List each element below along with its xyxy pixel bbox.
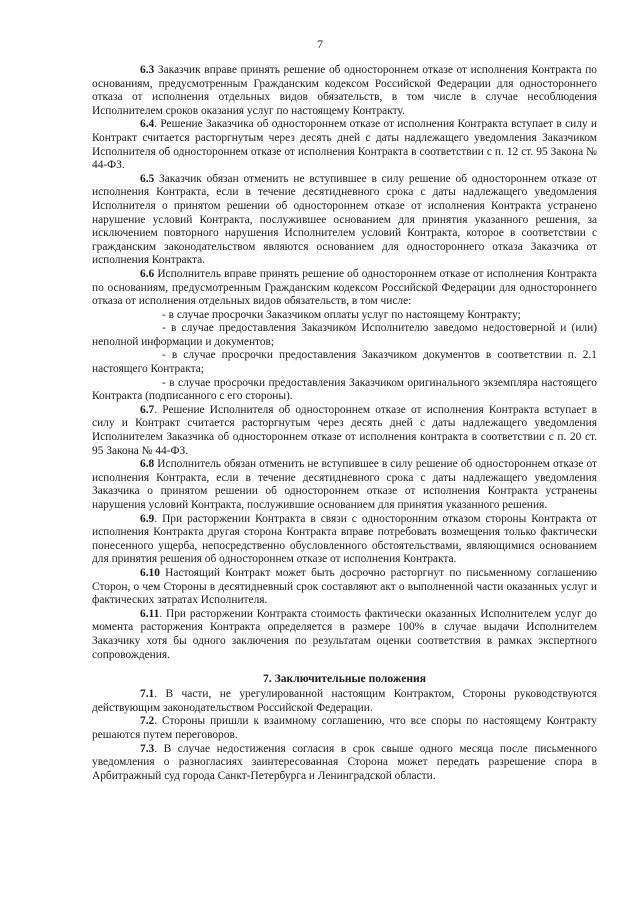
clause-number: 7.2 [140, 715, 155, 728]
clause-7-1 [92, 688, 597, 715]
clause-6-11 [92, 608, 597, 662]
clause-text: Настоящий Контракт может быть досрочно расторгнут по письменному соглашению Сторон, о чем Стороны в десятидневный срок составляют акт о выполненной части оказанных услуг и фактических затратах Исполнителя. [92, 566, 597, 607]
clause-number: 6.4 [140, 118, 155, 131]
clause-6-7 [92, 404, 597, 458]
clause-text: Заказчик вправе принять решение об одностороннем отказе от исполнения Контракта по основаниям, предусмотренным Гражданским кодексом Российской Федерации для одностороннего отказа от исполнения отдельных видов обязательств, в том числе в случае несоблюдения Исполнителем сроков оказания услуг по настоящему Контракту. [92, 64, 597, 117]
clause-6-10 [92, 567, 597, 608]
clause-text: . В случае недостижения согласия в срок свыше одного месяца после письменного уведомления о разногласиях заинтересованная Сторона может передать разрешение спора в Арбитражный суд города Санкт-Петербурга и Ленинградской области. [92, 742, 597, 782]
clause-number: 7.1 [140, 688, 155, 701]
clause-text: . Решение Исполнителя об одностороннем отказе от исполнения Контракта вступает в силу и Контракт считается расторгнутым через десять дней с даты надлежащего уведомления Исполнителем Заказчика об одностороннем отказе от исполнения контракта в соответствии с п. 20 ст. 95 Закона № 44-ФЗ. [92, 403, 597, 457]
list-item: - в случае просрочки Заказчиком оплаты услуг по настоящему Контракту; [162, 308, 521, 321]
clause-6-8 [92, 458, 597, 512]
clause-number: 6.5 [140, 172, 155, 185]
clause-7-2 [92, 715, 597, 742]
clause-number: 6.3 [140, 64, 155, 76]
clause-number: 6.11 [140, 607, 160, 620]
clause-6-6 [92, 268, 597, 309]
clause-number: 6.7 [140, 403, 155, 416]
clause-text: Заказчик обязан отменить не вступившее в силу решение об одностороннем отказе от исполнения Контракта, если в течение десятидневного срока с даты надлежащего уведомления Исполнителя о принятом решении об одностороннем отказе от исполнения Контракта устранено нарушение условий Контракта, послужившее основанием для принятия указанного решения, за исключением повторного нарушения Исполнителем условий Контракта, которое в соответствии с гражданским законодательством являются основанием для одностороннего отказа Заказчика от исполнения Контракта. [92, 172, 597, 267]
clause-text: . Стороны пришли к взаимному соглашению, что все споры по настоящему Контракту решаются путем переговоров. [92, 715, 597, 741]
clause-text: . При расторжении Контракта в связи с односторонним отказом стороны Контракта от исполнения Контракта другая сторона Контракта вправе потребовать возмещения только фактически понесенного ущерба, непосредственно обусловленного обстоятельствами, являющимися основанием для принятия решения об одностороннем отказе от исполнения Контракта. [92, 512, 597, 566]
clause-6-4 [92, 118, 597, 172]
clause-6-3 [92, 64, 597, 118]
list-item: - в случае предоставления Заказчиком Исполнителю заведомо недостоверной и (или) неполной информации и документов; [92, 322, 597, 348]
clause-7-3 [92, 743, 597, 784]
clause-text: . При расторжении Контракта стоимость фактически оказанных Исполнителем услуг до момента расторжения Контракта определяется в размере 100% в случае выдачи Исполнителем Заказчику хотя бы одного заключения по результатам оценки соответствия в рамках экспертного сопровождения. [92, 607, 597, 661]
page-number: 7 [317, 37, 323, 51]
clause-number: 7.3 [140, 742, 155, 755]
clause-6-5 [92, 173, 597, 268]
list-item: - в случае просрочки предоставления Заказчиком документов в соответствии п. 2.1 настоящего Контракта; [92, 349, 597, 376]
clause-number: 6.9 [140, 512, 155, 525]
clause-text: . В части, не урегулированной настоящим Контрактом, Стороны руководствуются действующим законодательством Российской Федерации. [92, 688, 597, 714]
clause-number: 6.8 [140, 458, 155, 471]
clause-6-9 [92, 513, 597, 567]
clause-number: 6.10 [140, 566, 160, 579]
page-content [92, 64, 597, 783]
clause-number: 6.6 [140, 267, 155, 280]
clause-text: Исполнитель вправе принять решение об одностороннем отказе от исполнения Контракта по основаниям, предусмотренным Гражданским кодексом Российской Федерации для одностороннего отказа от исполнения отдельных видов обязательств, в том числе: [92, 267, 597, 308]
clause-text: Исполнитель обязан отменить не вступившее в силу решение об одностороннем отказе от исполнения Контракта, если в течение десятидневного срока с даты надлежащего уведомления Заказчика о принятом решении об одностороннем отказе от исполнения Контракта устранены нарушения условий Контракта, послужившие основанием для принятия указанного решения. [92, 458, 597, 511]
section-7-title: 7. Заключительные положения [263, 672, 426, 686]
clause-text: . Решение Заказчика об одностороннем отказе от исполнения Контракта вступает в силу и Контракт считается расторгнутым через десять дней с даты надлежащего уведомления Заказчиком Исполнителя об одностороннем отказе от исполнения Контракта в соответствии с п. 12 ст. 95 Закона № 44-ФЗ. [92, 118, 597, 172]
list-item: - в случае просрочки предоставления Заказчиком оригинального экземпляра настоящего Контракта (подписанного с его стороны). [92, 376, 597, 403]
